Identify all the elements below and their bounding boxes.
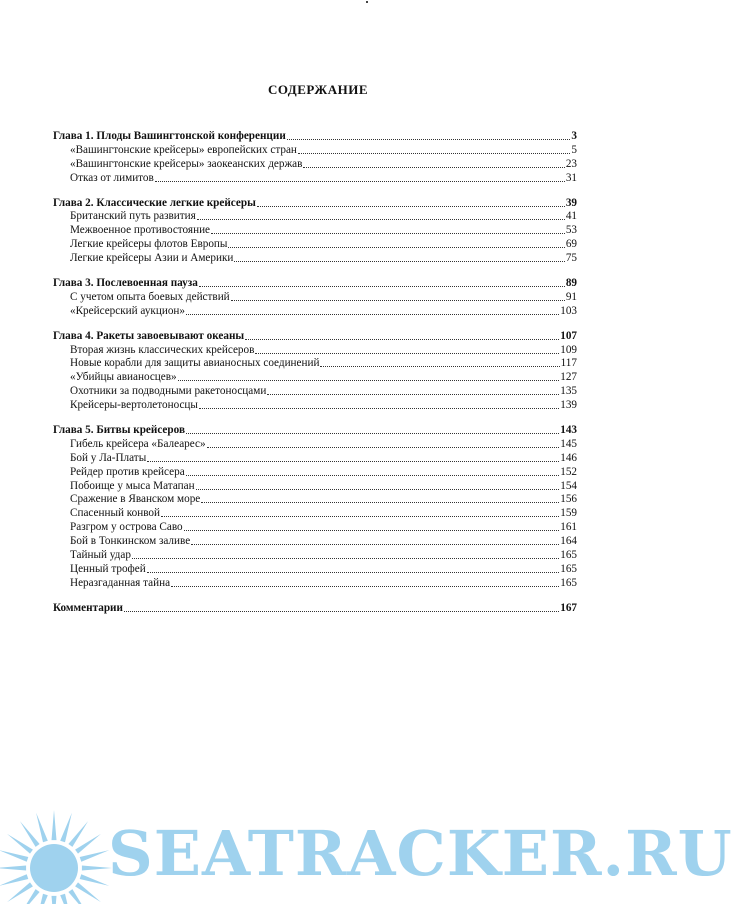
entry-page-number: 23: [565, 157, 577, 170]
dot-leader: [171, 577, 559, 587]
toc-entry: [53, 507, 577, 521]
entry-page-number: 31: [565, 171, 577, 184]
toc-entry: [53, 344, 577, 358]
toc-chapter: [53, 424, 577, 591]
dot-leader: [287, 130, 571, 140]
entry-page-number: 152: [560, 465, 577, 478]
dot-leader: [320, 357, 559, 367]
toc-entry: [53, 493, 577, 507]
entry-page-number: 103: [560, 304, 577, 317]
toc-chapter: [53, 277, 577, 319]
sun-ray: [75, 834, 101, 854]
entry-title: «Крейсерский аукцион»: [70, 304, 186, 317]
entry-title: Спасенный конвой: [70, 507, 160, 520]
entry-page-number: 161: [560, 521, 577, 534]
dot-leader: [303, 158, 564, 168]
entry-title: Сражение в Яванском море: [70, 493, 201, 506]
toc-chapter-heading: [53, 424, 577, 438]
sun-ray: [0, 874, 28, 886]
toc-chapter-heading: [53, 130, 577, 144]
entry-page-number: 156: [560, 493, 577, 506]
entry-title: «Вашингтонские крейсеры» европейских стран: [70, 143, 297, 156]
sun-ray: [80, 874, 110, 886]
toc-chapter: [53, 330, 577, 413]
toc-entry: [53, 371, 577, 385]
entry-title: Легкие крейсеры Азии и Америки: [70, 252, 234, 265]
toc-chapter-heading: [53, 277, 577, 291]
dot-leader: [155, 172, 565, 182]
dot-leader: [199, 399, 559, 409]
entry-page-number: 53: [565, 224, 577, 237]
dot-leader: [186, 466, 560, 476]
entry-page-number: 117: [560, 357, 577, 370]
dot-leader: [178, 371, 560, 381]
entry-page-number: 41: [565, 210, 577, 223]
entry-title: С учетом опыта боевых действий: [70, 290, 230, 303]
toc-entry: [53, 305, 577, 319]
sun-ray: [36, 813, 48, 843]
sun-ray: [80, 850, 110, 862]
dot-leader: [132, 549, 559, 559]
entry-title: Вторая жизнь классических крейсеров: [70, 343, 255, 356]
dot-leader: [186, 424, 559, 434]
toc-entry: [53, 480, 577, 494]
toc-entry: [53, 224, 577, 238]
toc-entry: [53, 210, 577, 224]
entry-page-number: 139: [560, 399, 577, 412]
sun-ray: [36, 894, 48, 904]
entry-title: Глава 2. Классические легкие крейсеры: [53, 196, 256, 209]
entry-title: Отказ от лимитов: [70, 171, 154, 184]
entry-page-number: 164: [560, 535, 577, 548]
dot-leader: [197, 210, 565, 220]
entry-title: Тайный удар: [70, 549, 131, 562]
entry-page-number: 154: [560, 479, 577, 492]
dot-leader: [257, 197, 565, 207]
entry-page-number: 3: [571, 130, 577, 142]
toc-entry: [53, 172, 577, 186]
page-title: СОДЕРЖАНИЕ: [267, 82, 369, 97]
entry-page-number: 165: [560, 576, 577, 589]
dot-leader: [161, 507, 559, 517]
entry-page-number: 165: [560, 562, 577, 575]
dot-leader: [147, 563, 559, 573]
toc-entry: [53, 577, 577, 591]
sun-ray: [20, 821, 40, 847]
toc-chapter: [53, 602, 577, 616]
toc-entry: [53, 357, 577, 371]
dot-leader: [298, 144, 570, 154]
scan-mark: [366, 1, 368, 3]
dot-leader: [211, 224, 565, 234]
entry-page-number: 135: [560, 385, 577, 398]
entry-page-number: 167: [560, 601, 577, 614]
entry-title: Новые корабли для защиты авианосных соединений: [70, 357, 320, 370]
dot-leader: [267, 385, 559, 395]
sun-ray: [0, 850, 28, 862]
sun-ray: [7, 834, 33, 854]
toc-entry: [53, 466, 577, 480]
entry-page-number: 91: [565, 290, 577, 303]
entry-title: Крейсеры-вертолетоносцы: [70, 399, 198, 412]
entry-page-number: 165: [560, 549, 577, 562]
dot-leader: [184, 521, 560, 531]
entry-page-number: 39: [565, 196, 577, 209]
entry-title: Глава 4. Ракеты завоевывают океаны: [53, 329, 245, 342]
sun-ray: [52, 810, 57, 840]
entry-title: Охотники за подводными ракетоносцами: [70, 385, 267, 398]
toc-entry: [53, 144, 577, 158]
entry-title: Разгром у острова Саво: [70, 521, 183, 534]
toc-entry: [53, 452, 577, 466]
entry-title: Легкие крейсеры флотов Европы: [70, 238, 228, 251]
dot-leader: [255, 344, 559, 354]
entry-page-number: 89: [565, 277, 577, 290]
toc-chapter-heading: [53, 330, 577, 344]
sun-ray: [0, 866, 26, 871]
dot-leader: [196, 480, 560, 490]
entry-page-number: 109: [560, 343, 577, 356]
dot-leader: [124, 602, 559, 612]
sun-ray: [60, 813, 72, 843]
dot-leader: [199, 277, 565, 287]
entry-page-number: 146: [560, 451, 577, 464]
entry-page-number: 159: [560, 507, 577, 520]
entry-page-number: 75: [565, 252, 577, 265]
toc-chapter-heading: [53, 197, 577, 211]
sun-ray: [60, 894, 72, 904]
entry-title: «Убийцы авианосцев»: [70, 371, 177, 384]
entry-title: Гибель крейсера «Балеарес»: [70, 437, 206, 450]
dot-leader: [186, 305, 559, 315]
toc-chapter: [53, 130, 577, 186]
toc-entry: [53, 238, 577, 252]
entry-title: Побоище у мыса Матапан: [70, 479, 195, 492]
entry-title: Бой в Тонкинском заливе: [70, 535, 191, 548]
toc-entry: [53, 252, 577, 266]
dot-leader: [231, 291, 565, 301]
entry-title: Комментарии: [53, 601, 123, 614]
toc-chapter-heading: [53, 602, 577, 616]
entry-title: Глава 5. Битвы крейсеров: [53, 424, 185, 437]
sun-ray: [68, 821, 88, 847]
entry-title: Британский путь развития: [70, 210, 196, 223]
sun-ray: [7, 882, 33, 902]
entry-title: Глава 1. Плоды Вашингтонской конференции: [53, 130, 286, 142]
dot-leader: [245, 330, 559, 340]
dot-leader: [234, 252, 564, 262]
dot-leader: [201, 493, 559, 503]
entry-page-number: 69: [565, 238, 577, 251]
dot-leader: [191, 535, 559, 545]
toc-entry: [53, 385, 577, 399]
entry-title: Рейдер против крейсера: [70, 465, 185, 478]
dot-leader: [147, 452, 559, 462]
entry-page-number: 107: [560, 329, 577, 342]
entry-title: Неразгаданная тайна: [70, 576, 171, 589]
dot-leader: [228, 238, 564, 248]
dot-leader: [207, 438, 560, 448]
entry-page-number: 143: [560, 424, 577, 437]
toc-entry: [53, 399, 577, 413]
toc-entry: [53, 291, 577, 305]
sun-ray: [52, 896, 57, 904]
entry-page-number: 145: [560, 437, 577, 450]
entry-title: «Вашингтонские крейсеры» заокеанских держав: [70, 157, 303, 170]
toc-entry: [53, 158, 577, 172]
toc-entry: [53, 521, 577, 535]
entry-page-number: 5: [571, 143, 577, 156]
toc-entry: [53, 563, 577, 577]
toc-chapter: [53, 197, 577, 266]
toc-entry: [53, 535, 577, 549]
table-of-contents: [53, 130, 577, 627]
watermark-text: SEATRACKER.RU: [108, 817, 733, 890]
entry-title: Ценный трофей: [70, 562, 146, 575]
toc-entry: [53, 549, 577, 563]
entry-title: Бой у Ла-Платы: [70, 451, 147, 464]
toc-entry: [53, 438, 577, 452]
entry-title: Межвоенное противостояние: [70, 224, 211, 237]
entry-title: Глава 3. Послевоенная пауза: [53, 277, 198, 290]
entry-page-number: 127: [560, 371, 577, 384]
sun-ray: [75, 882, 101, 902]
